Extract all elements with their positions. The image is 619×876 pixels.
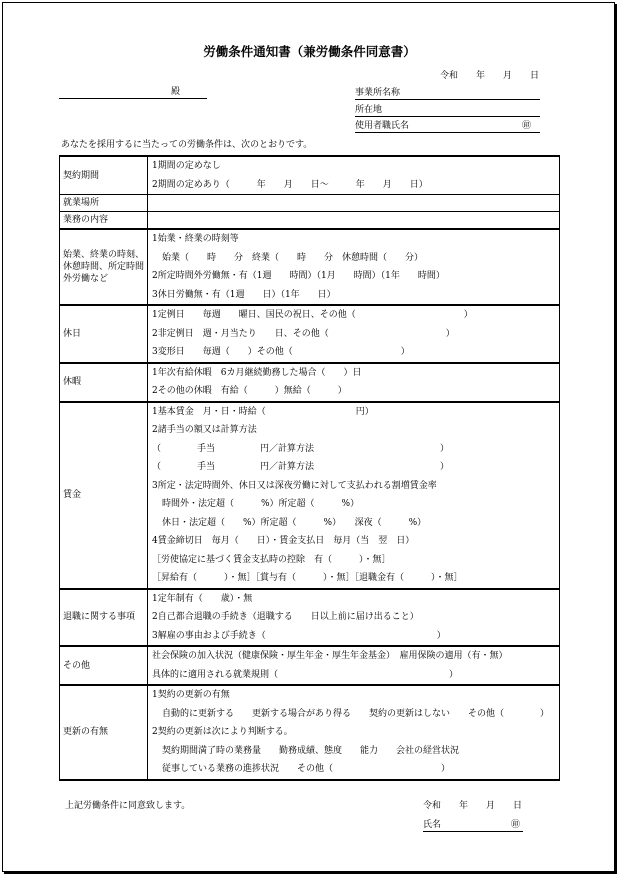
holiday-line-2: 2非定例日 週・月当たり 日、その他（ ） (152, 328, 455, 339)
period-line-2: 2期間の定めあり（ 年 月 日〜 年 月 日） (152, 179, 428, 190)
renew-line-5: 従事している業務の進捗状況 その他（ ） (162, 764, 451, 774)
wage-line-5: 3所定・法定時間外、休日又は深夜労働に対して支払われる割増賃金率 (152, 480, 437, 491)
row-leave (60, 363, 560, 402)
label-wage: 賃金 (60, 402, 148, 589)
label-holiday: 休日 (60, 305, 148, 363)
consent-text: 上記労働条件に同意致します。 (65, 801, 191, 811)
wage-line-10: ［昇給有（ ）・無］［賞与有（ ）・無］［退職金有（ ）・無］ (152, 573, 463, 583)
hours-line-3: 2所定時間外労働無・有（1週 時間）（1月 時間）（1年 時間） (152, 271, 445, 281)
consent-seal: ㊞ (511, 820, 521, 830)
wage-line-4: （ 手当 円／計算方法 ） (152, 462, 450, 472)
renew-line-1: 1契約の更新の有無 (152, 690, 230, 700)
label-leave: 休暇 (60, 363, 148, 402)
retire-line-2: 2自己都合退職の手続き（退職する 日以上前に届け出ること） (152, 612, 419, 622)
hours-line-2: 始業（ 時 分 終業（ 時 分 休憩時間（ 分） (162, 252, 424, 263)
employer-rep-label: 使用者職氏名 (355, 121, 410, 131)
holiday-line-1: 1定例日 毎週 曜日、国民の祝日、その他（ ） (152, 310, 473, 320)
leave-line-2: 2その他の休暇 有給（ ）無給（ ） (152, 386, 347, 396)
wage-line-3: （ 手当 円／計算方法 ） (152, 443, 450, 454)
row-retire (60, 589, 560, 647)
other-line-2: 具体的に適用される就業規則（ ） (152, 669, 459, 680)
wage-line-2: 2諸手当の額又は計算方法 (152, 425, 257, 435)
period-line-1: 1期間の定めなし (152, 161, 221, 171)
leave-line-1: 1年次有給休暇 6カ月継続勤務した場合（ ）日 (152, 367, 362, 378)
retire-line-3: 3解雇の事由および手続き（ ） (152, 630, 446, 641)
work-value (148, 212, 560, 230)
employer-rep-line (355, 121, 540, 133)
document-title: 労働条件通知書（兼労働条件同意書） (203, 44, 416, 59)
row-holiday (60, 305, 560, 363)
label-hours: 始業、終業の時刻、休憩時間、所定時間外労働など (60, 229, 148, 305)
label-renew: 更新の有無 (60, 685, 148, 780)
label-period: 契約期間 (60, 156, 148, 195)
row-wage (60, 402, 560, 589)
addressee-suffix: 殿 (171, 87, 181, 97)
place-value (148, 195, 560, 212)
hours-line-4: 3休日労働無・有（1週 日）（1年 日） (152, 289, 336, 300)
holiday-line-3: 3変形日 毎週（ ）その他（ ） (152, 347, 410, 357)
renew-line-3: 2契約の更新は次により判断する。 (152, 727, 293, 737)
label-retire: 退職に関する事項 (60, 589, 148, 647)
label-other: その他 (60, 646, 148, 685)
employer-address-label: 所在地 (355, 105, 383, 115)
retire-line-1: 1定年制有（ 歳）・無 (152, 593, 253, 604)
label-place: 就業場所 (60, 195, 148, 212)
employer-seal: ㊞ (522, 121, 532, 131)
row-work (60, 212, 560, 230)
consent-name-label: 氏名 (423, 820, 442, 830)
wage-line-7: 休日・法定超（ %）所定超（ %） 深夜（ %） (162, 517, 427, 528)
row-renew (60, 685, 560, 780)
employer-name-line (355, 88, 540, 100)
other-line-1: 社会保険の加入状況（健康保険・厚生年金・厚生年金基金） 雇用保険の適用（有・無） (152, 651, 508, 661)
wage-line-1: 1基本賃金 月・日・時給（ 円） (152, 406, 374, 417)
wage-line-9: ［労使協定に基づく賃金支払時の控除 有（ ）・無］ (152, 554, 391, 565)
conditions-table (59, 155, 560, 781)
consent-date: 令和 年 月 日 (423, 801, 523, 811)
row-place (60, 195, 560, 212)
employer-address-line (355, 105, 540, 117)
hours-line-1: 1始業・終業の時刻等 (152, 234, 239, 244)
employer-name-label: 事業所名称 (355, 88, 401, 98)
row-hours (60, 229, 560, 305)
intro-text: あなたを採用するに当たっての労働条件は、次のとおりです。 (61, 140, 313, 150)
wage-line-6: 時間外・法定超（ %）所定超（ %） (162, 499, 360, 509)
renew-line-2: 自動的に更新する 更新する場合があり得る 契約の更新はしない その他（ ） (162, 708, 550, 719)
row-period (60, 156, 560, 195)
renew-line-4: 契約期間満了時の業務量 勤務成績、態度 能力 会社の経営状況 (162, 745, 460, 756)
label-work: 業務の内容 (60, 212, 148, 230)
consent-name-line (423, 820, 523, 832)
wage-line-8: 4賃金締切日 毎月（ 日）・賃金支払日 毎月（当 翌 日） (152, 536, 415, 546)
issue-date: 令和 年 月 日 (440, 71, 540, 81)
addressee-line (59, 87, 207, 99)
row-other (60, 646, 560, 685)
